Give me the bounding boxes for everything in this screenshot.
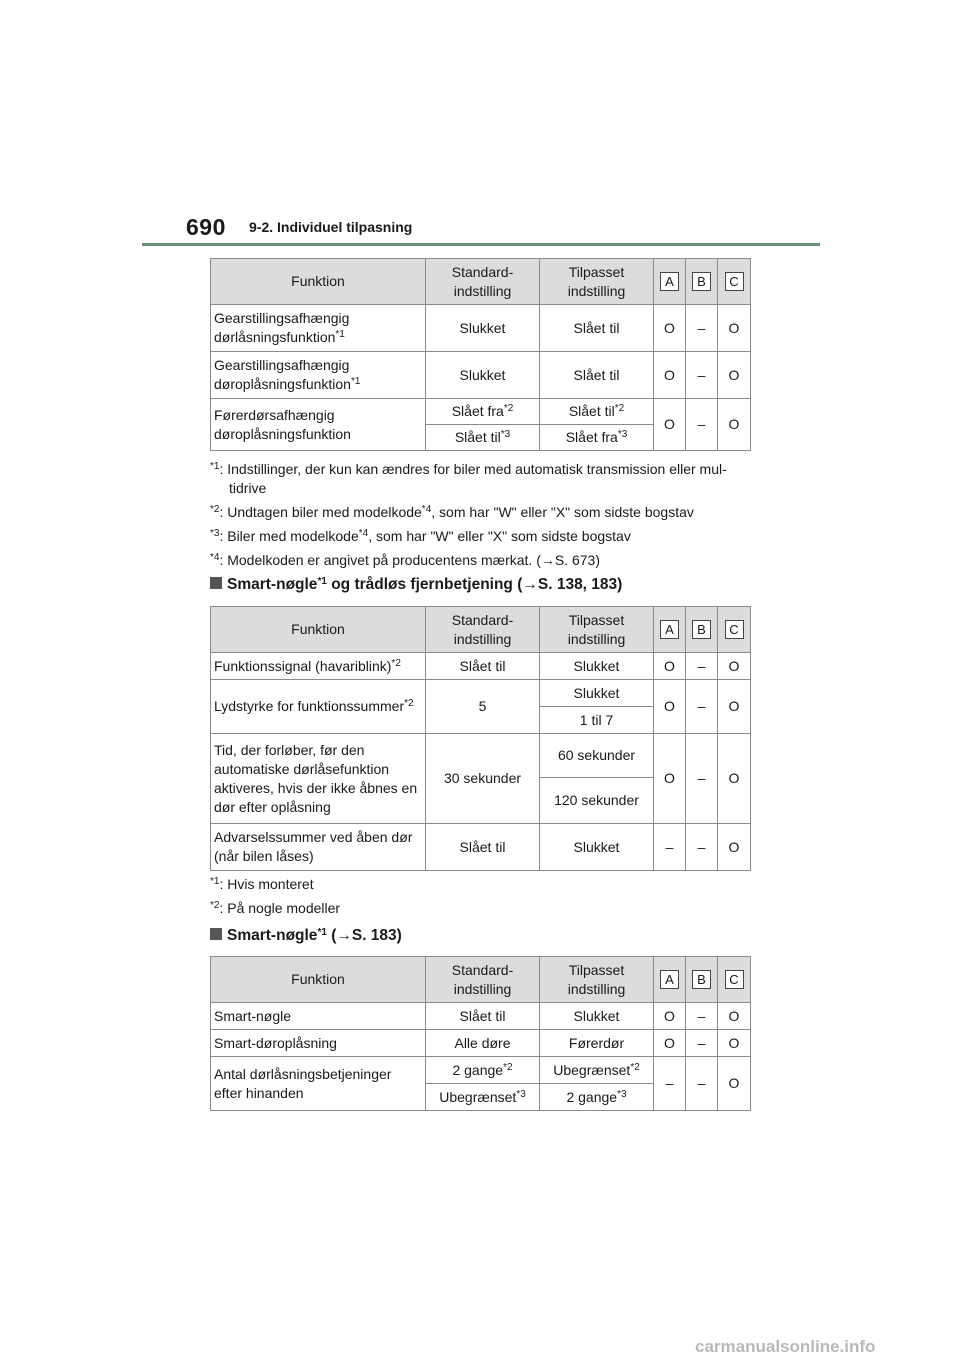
- watermark: carmanualsonline.info: [695, 1337, 876, 1356]
- table-row: [211, 734, 751, 778]
- row-tilpasset: 1 til 7: [540, 707, 654, 734]
- footnote: $^{*1}$: Indstillinger, der kun kan ændres for biler med automatisk transmission eller mul-tidrive: [210, 461, 727, 496]
- row-c: O: [718, 680, 751, 734]
- col-b: B: [686, 259, 718, 305]
- section-heading-smart-key: Smart-nøgle$^{*1}$ (→S. 183): [210, 927, 402, 945]
- row-funktion: Antal dørlåsningsbetjeninger efter hinanden: [211, 1057, 426, 1111]
- table-row: [211, 399, 751, 425]
- row-tilpasset: Slået til: [540, 352, 654, 399]
- row-funktion: Advarselssummer ved åben dør (når bilen låses): [211, 824, 426, 871]
- row-funktion: Gearstillingsafhængig dørlåsningsfunktion$^{*1}$: [211, 305, 426, 352]
- row-b: –: [686, 399, 718, 451]
- row-b: –: [686, 305, 718, 352]
- col-tilpasset: Tilpasset indstilling: [540, 607, 654, 653]
- col-c: C: [718, 957, 751, 1003]
- row-funktion: Smart-nøgle: [211, 1003, 426, 1030]
- row-tilpasset: 60 sekunder: [540, 734, 654, 778]
- table-row: [211, 653, 751, 680]
- row-a: O: [654, 1030, 686, 1057]
- row-b: –: [686, 352, 718, 399]
- section-title: 9-2. Individuel tilpasning: [249, 219, 413, 235]
- arrow-icon: →: [522, 576, 538, 593]
- col-tilpasset: Tilpasset indstilling: [540, 957, 654, 1003]
- footnote: $^{*4}$: Modelkoden er angivet på producentens mærkat. (→S. 673): [210, 552, 600, 568]
- row-funktion: Gearstillingsafhængig døroplåsningsfunktion$^{*1}$: [211, 352, 426, 399]
- row-funktion: Tid, der forløber, før den automatiske dørlåsefunktion aktiveres, hvis der ikke åbnes en dør efter oplåsning: [211, 734, 426, 824]
- table-row: [211, 305, 751, 352]
- col-c: C: [718, 607, 751, 653]
- col-a: A: [654, 957, 686, 1003]
- row-c: O: [718, 734, 751, 824]
- row-standard: Slået til$^{*3}$: [426, 425, 540, 451]
- table-row: [211, 824, 751, 871]
- row-tilpasset: Slukket: [540, 680, 654, 707]
- row-a: O: [654, 1003, 686, 1030]
- row-tilpasset: Førerdør: [540, 1030, 654, 1057]
- row-standard: Slået til: [426, 1003, 540, 1030]
- header-rule: [142, 243, 820, 246]
- col-standard: Standard- indstilling: [426, 607, 540, 653]
- row-a: O: [654, 305, 686, 352]
- page-number: 690: [186, 214, 226, 240]
- row-standard: Slået til: [426, 824, 540, 871]
- col-c: C: [718, 259, 751, 305]
- col-funktion: Funktion: [211, 957, 426, 1003]
- row-a: –: [654, 824, 686, 871]
- square-bullet-icon: [210, 577, 222, 589]
- row-a: O: [654, 680, 686, 734]
- table-header-row: [211, 607, 751, 653]
- row-c: O: [718, 1030, 751, 1057]
- row-b: –: [686, 1003, 718, 1030]
- row-standard: 2 gange$^{*2}$: [426, 1057, 540, 1084]
- row-funktion: Førerdørsafhængig døroplåsningsfunktion: [211, 399, 426, 451]
- row-a: O: [654, 734, 686, 824]
- footnotes-1: [210, 460, 755, 575]
- row-c: O: [718, 352, 751, 399]
- row-tilpasset: Slukket: [540, 653, 654, 680]
- row-standard: Slukket: [426, 352, 540, 399]
- row-c: O: [718, 305, 751, 352]
- row-b: –: [686, 1030, 718, 1057]
- row-b: –: [686, 824, 718, 871]
- row-standard: 5: [426, 680, 540, 734]
- row-tilpasset: 2 gange$^{*3}$: [540, 1084, 654, 1111]
- settings-table-3: [210, 956, 751, 1111]
- row-standard: Slået til: [426, 653, 540, 680]
- table-row: [211, 1003, 751, 1030]
- row-a: –: [654, 1057, 686, 1111]
- footnote: $^{*3}$: Biler med modelkode$^{*4}$, som har "W" eller "X" som sidste bogstav: [210, 528, 631, 544]
- row-tilpasset: Ubegrænset$^{*2}$: [540, 1057, 654, 1084]
- row-tilpasset: Slukket: [540, 824, 654, 871]
- row-tilpasset: Slået til: [540, 305, 654, 352]
- row-standard: Slukket: [426, 305, 540, 352]
- row-c: O: [718, 1057, 751, 1111]
- settings-table-2: [210, 606, 751, 871]
- table-header-row: [211, 259, 751, 305]
- col-a: A: [654, 259, 686, 305]
- row-c: O: [718, 399, 751, 451]
- section-heading-smart-key-remote: Smart-nøgle$^{*1}$ og trådløs fjernbetjening (→S. 138, 183): [210, 576, 622, 594]
- arrow-icon: →: [540, 552, 555, 568]
- row-funktion: Funktionssignal (havariblink)$^{*2}$: [211, 653, 426, 680]
- table-row: [211, 1057, 751, 1084]
- arrow-icon: →: [336, 927, 352, 944]
- row-funktion: Smart-døroplåsning: [211, 1030, 426, 1057]
- col-funktion: Funktion: [211, 607, 426, 653]
- row-c: O: [718, 1003, 751, 1030]
- row-tilpasset: Slået til$^{*2}$: [540, 399, 654, 425]
- col-tilpasset: Tilpasset indstilling: [540, 259, 654, 305]
- col-standard: Standard- indstilling: [426, 259, 540, 305]
- table-header-row: [211, 957, 751, 1003]
- table-row: [211, 680, 751, 707]
- table-row: [211, 1030, 751, 1057]
- col-a: A: [654, 607, 686, 653]
- row-tilpasset: 120 sekunder: [540, 778, 654, 824]
- row-c: O: [718, 824, 751, 871]
- col-standard: Standard- indstilling: [426, 957, 540, 1003]
- row-standard: Slået fra$^{*2}$: [426, 399, 540, 425]
- row-tilpasset: Slået fra$^{*3}$: [540, 425, 654, 451]
- row-b: –: [686, 680, 718, 734]
- row-standard: Alle døre: [426, 1030, 540, 1057]
- footnote: $^{*1}$: Hvis monteret: [210, 876, 314, 892]
- row-b: –: [686, 734, 718, 824]
- row-tilpasset: Slukket: [540, 1003, 654, 1030]
- settings-table-1: [210, 258, 751, 451]
- footnote: $^{*2}$: På nogle modeller: [210, 900, 341, 916]
- col-b: B: [686, 607, 718, 653]
- row-a: O: [654, 352, 686, 399]
- row-c: O: [718, 653, 751, 680]
- row-a: O: [654, 399, 686, 451]
- row-standard: 30 sekunder: [426, 734, 540, 824]
- row-b: –: [686, 653, 718, 680]
- col-funktion: Funktion: [211, 259, 426, 305]
- row-b: –: [686, 1057, 718, 1111]
- row-funktion: Lydstyrke for funktionssummer$^{*2}$: [211, 680, 426, 734]
- row-a: O: [654, 653, 686, 680]
- footnotes-2: [210, 875, 755, 923]
- col-b: B: [686, 957, 718, 1003]
- footnote: $^{*2}$: Undtagen biler med modelkode$^{*4}$, som har "W" eller "X" som sidste bogstav: [210, 504, 694, 520]
- square-bullet-icon: [210, 928, 222, 940]
- row-standard: Ubegrænset$^{*3}$: [426, 1084, 540, 1111]
- table-row: [211, 352, 751, 399]
